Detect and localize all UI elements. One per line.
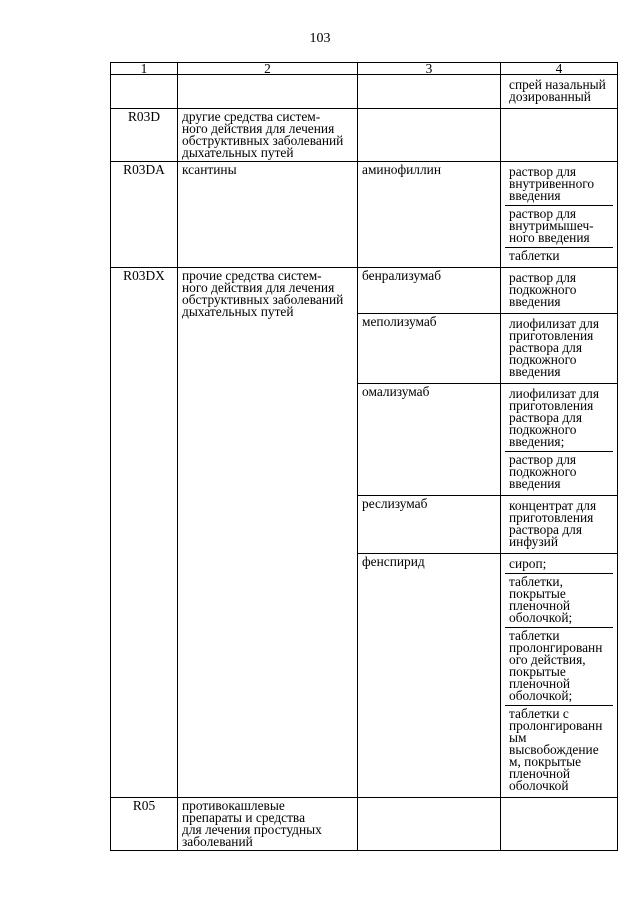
group-name bbox=[178, 268, 358, 798]
dosage-form-cell bbox=[501, 798, 618, 851]
text-line: введения bbox=[509, 364, 561, 379]
text-line: приготовления bbox=[509, 510, 594, 525]
drug-name-cell bbox=[358, 798, 501, 851]
text-line: подкожного bbox=[509, 352, 577, 367]
text-line: ксантины bbox=[182, 162, 237, 177]
text-line: раствора для bbox=[509, 340, 583, 355]
dosage-form bbox=[505, 247, 613, 265]
table-row bbox=[111, 268, 618, 314]
text-line: ым bbox=[509, 730, 527, 745]
text-line: дыхательных путей bbox=[182, 304, 294, 319]
group-name bbox=[178, 162, 358, 268]
table-row bbox=[111, 798, 618, 851]
text-line: бенрализумаб bbox=[362, 268, 442, 283]
text-line: лиофилизат для bbox=[509, 386, 599, 401]
text-line: раствора для bbox=[509, 522, 583, 537]
dosage-form bbox=[505, 164, 613, 205]
dosage-form bbox=[505, 270, 613, 311]
dosage-form-cell bbox=[501, 109, 618, 162]
text-line: раствор для bbox=[509, 206, 577, 221]
text-line: введения bbox=[509, 294, 561, 309]
dosage-form-cell bbox=[501, 384, 618, 496]
text-line: раствор для bbox=[509, 452, 577, 467]
dosage-form-cell bbox=[501, 314, 618, 384]
text-line: раствора для bbox=[509, 410, 583, 425]
text-line: подкожного bbox=[509, 464, 577, 479]
drug-name bbox=[358, 496, 501, 554]
text-line: м, покрытые bbox=[509, 754, 582, 769]
drug-name-cell bbox=[358, 75, 501, 109]
text-line: ного введения bbox=[509, 230, 590, 245]
dosage-form-cell bbox=[501, 162, 618, 268]
dosage-form bbox=[505, 386, 613, 451]
table-row bbox=[111, 109, 618, 162]
text-line: ого действия, bbox=[509, 652, 586, 667]
text-line: обструктивных заболеваний bbox=[182, 292, 344, 307]
drug-name bbox=[358, 268, 501, 314]
text-line: таблетки с bbox=[509, 706, 569, 721]
column-number: 3 bbox=[358, 63, 501, 75]
text-line: покрытые bbox=[509, 664, 566, 679]
text-line: таблетки bbox=[509, 248, 560, 263]
column-number: 1 bbox=[111, 63, 178, 75]
dosage-form bbox=[505, 205, 613, 247]
dosage-form bbox=[505, 498, 613, 551]
text-line: высвобождение bbox=[509, 742, 599, 757]
text-line: оболочкой; bbox=[509, 688, 573, 703]
drug-name bbox=[358, 162, 501, 268]
dosage-form bbox=[505, 316, 613, 381]
drug-table bbox=[110, 62, 618, 851]
text-line: заболеваний bbox=[182, 834, 253, 849]
text-line: подкожного bbox=[509, 422, 577, 437]
text-line: раствор для bbox=[509, 270, 577, 285]
group-name bbox=[178, 109, 358, 162]
atc-code: R03D bbox=[111, 109, 178, 162]
text-line: покрытые bbox=[509, 586, 566, 601]
dosage-form-cell bbox=[501, 268, 618, 314]
drug-name bbox=[358, 314, 501, 384]
text-line: таблетки, bbox=[509, 574, 563, 589]
text-line: лиофилизат для bbox=[509, 316, 599, 331]
text-line: подкожного bbox=[509, 282, 577, 297]
text-line: прочие средства систем- bbox=[182, 268, 322, 283]
text-line: дозированный bbox=[509, 89, 591, 104]
table-row bbox=[111, 162, 618, 268]
text-line: меполизумаб bbox=[362, 314, 437, 329]
dosage-form bbox=[505, 77, 613, 106]
column-number-row bbox=[111, 63, 618, 75]
atc-code: R03DX bbox=[111, 268, 178, 798]
text-line: сироп; bbox=[509, 556, 547, 571]
text-line: пленочной bbox=[509, 766, 571, 781]
text-line: ного действия для лечения bbox=[182, 121, 335, 136]
text-line: таблетки bbox=[509, 628, 560, 643]
dosage-form-cell bbox=[501, 75, 618, 109]
drug-name bbox=[358, 384, 501, 496]
text-line: омализумаб bbox=[362, 384, 430, 399]
atc-code-cell bbox=[111, 75, 178, 109]
text-line: аминофиллин bbox=[362, 162, 441, 177]
text-line: пролонгированн bbox=[509, 640, 603, 655]
group-name-cell bbox=[178, 75, 358, 109]
page-number: 103 bbox=[309, 31, 331, 46]
group-name bbox=[178, 798, 358, 851]
text-line: введения; bbox=[509, 434, 565, 449]
text-line: для лечения простудных bbox=[182, 822, 322, 837]
text-line: оболочкой; bbox=[509, 610, 573, 625]
text-line: внутримышеч- bbox=[509, 218, 594, 233]
dosage-form-cell bbox=[501, 554, 618, 798]
text-line: инфузий bbox=[509, 534, 558, 549]
text-line: спрей назальный bbox=[509, 77, 606, 92]
text-line: ного действия для лечения bbox=[182, 280, 335, 295]
dosage-form bbox=[505, 451, 613, 493]
dosage-form-cell bbox=[501, 496, 618, 554]
dosage-form bbox=[505, 627, 613, 705]
dosage-form bbox=[505, 705, 613, 795]
text-line: пролонгированн bbox=[509, 718, 603, 733]
text-line: пленочной bbox=[509, 676, 571, 691]
text-line: противокашлевые bbox=[182, 798, 285, 813]
text-line: введения bbox=[509, 188, 561, 203]
text-line: приготовления bbox=[509, 398, 594, 413]
dosage-form bbox=[505, 573, 613, 627]
text-line: пленочной bbox=[509, 598, 571, 613]
drug-name bbox=[358, 554, 501, 798]
text-line: препараты и средства bbox=[182, 810, 306, 825]
dosage-form bbox=[505, 556, 613, 573]
atc-code: R03DA bbox=[111, 162, 178, 268]
text-line: оболочкой bbox=[509, 778, 569, 793]
text-line: другие средства систем- bbox=[182, 109, 321, 124]
text-line: фенспирид bbox=[362, 554, 425, 569]
text-line: дыхательных путей bbox=[182, 145, 294, 160]
column-number: 2 bbox=[178, 63, 358, 75]
text-line: реслизумаб bbox=[362, 496, 428, 511]
column-number: 4 bbox=[501, 63, 618, 75]
text-line: концентрат для bbox=[509, 498, 597, 513]
table-row bbox=[111, 75, 618, 109]
drug-name-cell bbox=[358, 109, 501, 162]
text-line: обструктивных заболеваний bbox=[182, 133, 344, 148]
text-line: введения bbox=[509, 476, 561, 491]
text-line: раствор для bbox=[509, 164, 577, 179]
text-line: внутривенного bbox=[509, 176, 595, 191]
text-line: приготовления bbox=[509, 328, 594, 343]
atc-code: R05 bbox=[111, 798, 178, 851]
